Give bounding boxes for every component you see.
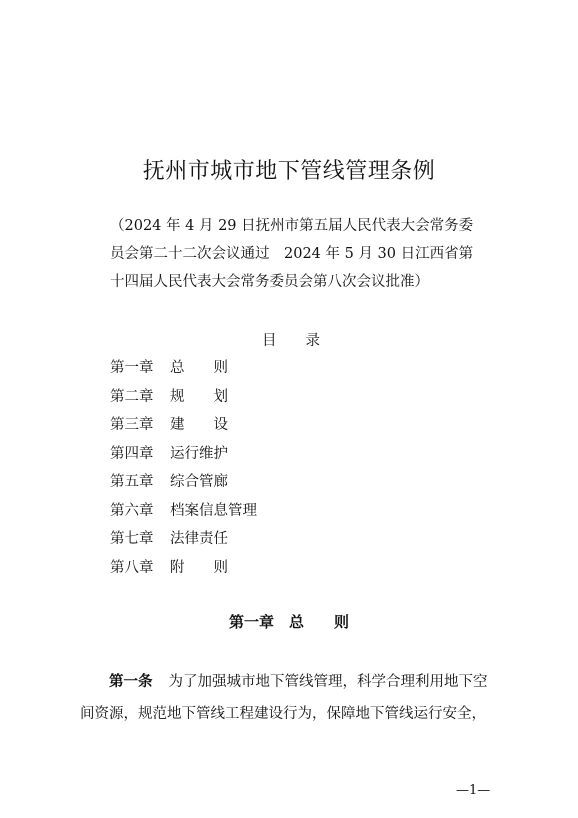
toc-item xyxy=(110,528,257,557)
page-number: —1— xyxy=(456,783,491,798)
toc-chapter-title: 规 划 xyxy=(170,388,228,405)
toc-item xyxy=(110,443,257,472)
toc-chapter-number: 第八章 xyxy=(110,559,154,576)
toc-chapter-number: 第三章 xyxy=(110,417,154,433)
toc-item xyxy=(110,471,257,500)
toc-chapter-title: 建 设 xyxy=(170,417,228,433)
article-text: 为了加强城市地下管线管理，科学合理利用地下空 xyxy=(168,674,488,690)
toc-chapter-number: 第六章 xyxy=(110,502,154,519)
article-first-line xyxy=(80,666,520,698)
toc-item xyxy=(110,386,257,415)
toc-chapter-title: 法律责任 xyxy=(170,531,228,547)
adoption-note-line: （2024 年 4 月 29 日抚州市第五届人民代表大会常务委 xyxy=(110,218,474,234)
table-of-contents xyxy=(110,357,257,585)
toc-chapter-number: 第五章 xyxy=(110,474,154,490)
toc-chapter-title: 总 则 xyxy=(170,360,228,376)
toc-chapter-number: 第四章 xyxy=(110,445,154,462)
toc-chapter-number: 第一章 xyxy=(110,360,154,376)
article-paragraph xyxy=(80,666,520,730)
adoption-note xyxy=(110,212,490,296)
toc-item xyxy=(110,557,257,586)
toc-chapter-number: 第七章 xyxy=(110,531,154,547)
chapter-heading: 第一章 总 则 xyxy=(228,613,349,631)
toc-chapter-title: 附 则 xyxy=(170,559,228,576)
toc-chapter-number: 第二章 xyxy=(110,388,154,405)
toc-heading: 目 录 xyxy=(262,333,320,349)
toc-item xyxy=(110,500,257,529)
toc-item xyxy=(110,414,257,443)
adoption-note-line: 十四届人民代表大会常务委员会第八次会议批准） xyxy=(110,274,429,290)
toc-chapter-title: 档案信息管理 xyxy=(170,502,257,519)
article-text: 间资源，规范地下管线工程建设行为，保障地下管线运行安全， xyxy=(80,706,486,722)
toc-item xyxy=(110,357,257,386)
toc-chapter-title: 综合管廊 xyxy=(170,474,228,490)
toc-chapter-title: 运行维护 xyxy=(170,445,228,462)
document-title: 抚州市城市地下管线管理条例 xyxy=(142,159,436,184)
article-label: 第一条 xyxy=(109,674,153,690)
adoption-note-line: 员会第二十二次会议通过 2024 年 5 月 30 日江西省第 xyxy=(110,246,474,262)
